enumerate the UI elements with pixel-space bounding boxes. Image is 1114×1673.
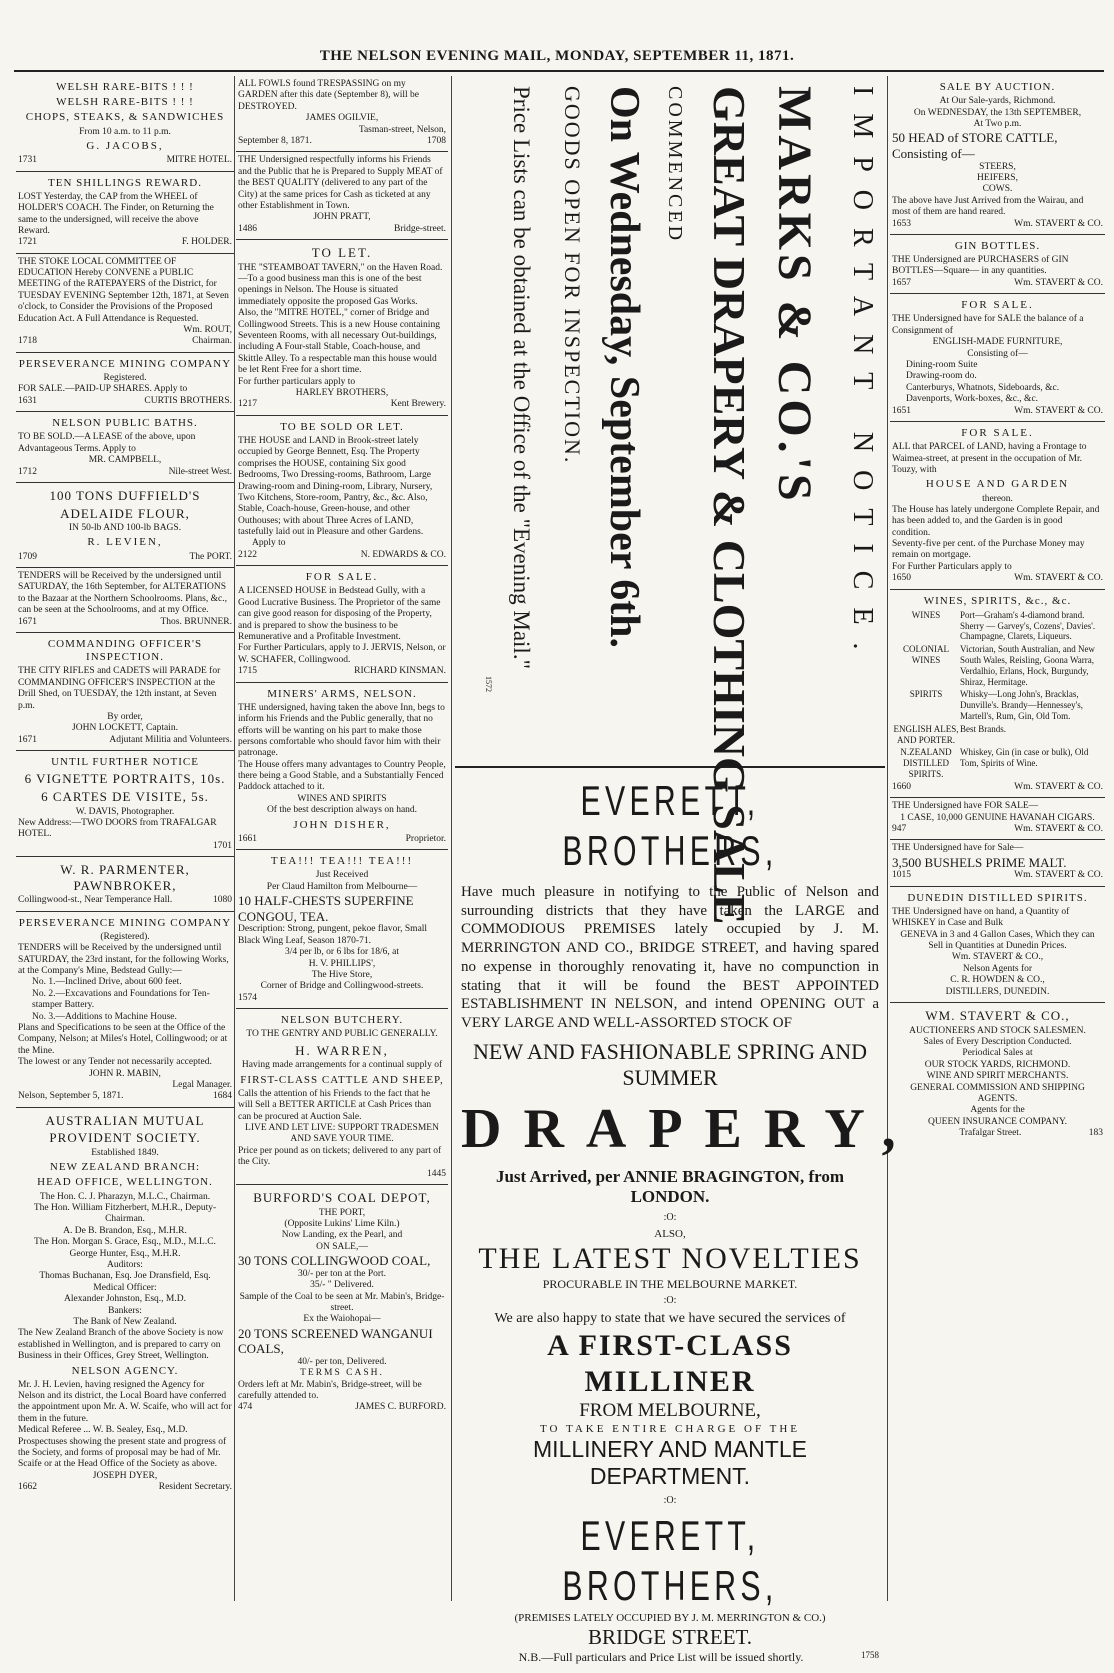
ad-headline: WELSH RARE-BITS ! ! ! [56, 81, 194, 93]
ad-number: 1709 [18, 551, 37, 562]
ad-list-item: George Hunter, Esq., M.H.R. [69, 1248, 181, 1259]
ad-text: WINES AND SPIRITS [297, 793, 387, 804]
ad-tea [236, 850, 448, 1009]
ad-text: LIVE AND LET LIVE: SUPPORT TRADESMEN AND SAVE YOUR TIME. [245, 1123, 439, 1145]
ad-gin-bottles [890, 235, 1105, 294]
ad-headline: 30 TONS COLLINGWOOD COAL, [238, 1253, 431, 1269]
ad-text: At Our Sale-yards, Richmond. [939, 96, 1056, 107]
ad-date: September 8, 1871. [238, 135, 312, 146]
ad-role: Legal Manager. [172, 1079, 232, 1090]
ad-text: Having made arrangements for a continual supply of [241, 1060, 443, 1071]
ad-text: Periodical Sales at [962, 1048, 1033, 1059]
ad-text: Plans and Specifications to be seen at the Office of the Company, Nelson; at Miles's Hotel, Collingwood; or at the Mine. [18, 1022, 228, 1056]
ad-number: 1650 [892, 573, 911, 584]
ad-headline: WM. STAVERT & CO., [925, 1008, 1070, 1024]
wine-items: Best Brands. [960, 723, 1006, 734]
ad-signature: HARLEY BROTHERS, [295, 387, 389, 398]
ad-number: 183 [1088, 1128, 1103, 1139]
ad-butchery [236, 1009, 448, 1185]
ad-text: FOR SALE.—PAID-UP SHARES. Apply to [18, 384, 188, 395]
ad-number: 1661 [238, 833, 257, 844]
ad-headline: EVERETT, BROTHERS, [562, 1512, 778, 1610]
ad-auction-cattle [890, 76, 1105, 235]
ad-headline: PROVIDENT SOCIETY. [49, 1130, 201, 1146]
ad-signature: G. JACOBS, [86, 139, 164, 152]
ad-text: By order, [107, 711, 143, 722]
wine-category: COLONIAL WINES [903, 644, 949, 665]
wine-category: SPIRITS [909, 689, 943, 700]
ad-list-item: A. De B. Brandon, Esq., M.H.R. [63, 1225, 187, 1236]
ad-number: 1671 [18, 616, 37, 627]
ad-reward [16, 172, 234, 254]
ad-list-item: No. 1.—Inclined Drive, about 600 feet. [32, 977, 182, 988]
ad-signature: JOHN DISHER, [293, 818, 391, 831]
ad-title: WINES, SPIRITS, &c., &c. [923, 594, 1072, 607]
ad-text: Apply to [252, 538, 286, 549]
ad-text: WINE AND SPIRIT MERCHANTS. [926, 1071, 1069, 1082]
ad-flour [16, 483, 234, 568]
separator: :O: [663, 1295, 677, 1307]
ad-signature: Wm. STAVERT & CO. [1014, 573, 1103, 584]
ad-text: The lowest or any Tender not necessarily accepted. [18, 1057, 212, 1068]
ad-rifles-inspection [16, 633, 234, 751]
ad-amp-society [16, 1108, 234, 1498]
ad-text: For Further Particulars apply to [892, 561, 1012, 572]
ad-title: TO BE SOLD OR LET. [280, 420, 404, 433]
ad-list-item: The Hon. C. J. Pharazyn, M.L.C., Chairman. [39, 1191, 211, 1202]
ad-signature: Wm. STAVERT & CO. [1014, 405, 1103, 416]
ad-headline: 6 VIGNETTE PORTRAITS, 10s. [24, 771, 226, 787]
ad-text: Also, the "MITRE HOTEL," corner of Bridge and Collingwood Streets. This is a new House containing Seventeen Rooms, with all necessary Out-buildings, including A Four-stall Stable, Coach-house, and Skittle Alley. To a respectable man this house would be let Rent Free for a short time. [238, 308, 440, 376]
ad-list-item: Canterburys, Whatnots, Sideboards, &c. [906, 382, 1060, 393]
ad-text: THE HOUSE and LAND in Brook-street lately occupied by George Bennett, Esq. The Property comprises the HOUSE, containing Six good Bedrooms, Two Dressing-rooms, Bathroom, Large Drawing-room and Dining-room, Library, Nursery, Two Kitchens, Store-room, Pantry, &c., &c. Also, Stable, Coach-house, Green-house, and other Outhouses; with about Three Acres of LAND, tastefully laid out in Pleasure and other Gardens. [238, 435, 433, 538]
ad-signature: Wm. STAVERT & CO. [1014, 870, 1103, 881]
ad-title: NEW ZEALAND BRANCH: [49, 1161, 201, 1174]
ad-miners-arms [236, 683, 448, 851]
ad-headline: ENGLISH-MADE FURNITURE, [932, 337, 1063, 348]
ad-text: THE Undersigned have for Sale— [892, 843, 1024, 854]
ad-list-item: No. 2.—Excavations and Foundations for Ten-stamper Battery. [32, 988, 210, 1011]
ad-headline: 100 TONS DUFFIELD'S [49, 487, 201, 503]
separator: :O: [663, 1495, 677, 1507]
ad-dunedin-spirits [890, 887, 1105, 1003]
ad-signature: Wm. STAVERT & CO. [1014, 823, 1103, 834]
ad-number: 2122 [238, 549, 257, 560]
ad-signature: H. V. PHILLIPS', [308, 958, 376, 969]
ad-headline: EVERETT, BROTHERS, [562, 777, 778, 875]
ad-text: From 10 a.m. to 11 p.m. [79, 126, 171, 137]
ad-text: THE STOKE LOCAL COMMITTEE OF EDUCATION Hereby CONVENE a PUBLIC MEETING of the RATEPAYERS of the District, for TUESDAY EVENING September 12th, 1871, at Seven o'clock, to Consider the Provisions of the Proposed Education Act. A Full Attendance is Requested. [18, 256, 229, 324]
ad-education-meeting [16, 254, 234, 353]
ad-text: ALSO, [654, 1227, 686, 1240]
ad-signature: Wm. STAVERT & CO. [1014, 277, 1103, 288]
column-2 [236, 76, 448, 1601]
separator: :O: [663, 1211, 677, 1223]
ad-text: (Opposite Lukins' Lime Kiln.) [284, 1218, 400, 1229]
ad-number: 1708 [427, 135, 446, 146]
ad-headline: 10 HALF-CHESTS SUPERFINE CONGOU, TEA. [238, 893, 414, 924]
ad-number: 1574 [238, 992, 257, 1003]
ad-title: PERSEVERANCE MINING COMPANY [18, 357, 232, 370]
notice-line: COMMENCED [664, 86, 686, 244]
ad-role: Chairman. [192, 336, 232, 347]
ad-title: HEAD OFFICE, WELLINGTON. [37, 1176, 213, 1189]
ad-subtitle: AUCTIONEERS AND STOCK SALESMEN. [909, 1025, 1086, 1036]
wine-row [892, 724, 1103, 746]
ad-text: Just Received [315, 870, 369, 881]
ad-signature: JAMES C. BURFORD. [355, 1402, 446, 1413]
ad-number: 1572 [484, 676, 493, 692]
ad-signature: JOHN PRATT, [313, 212, 371, 223]
ad-price: 40/- per ton, Delivered. [297, 1356, 387, 1367]
ad-headline: W. R. PARMENTER, PAWNBROKER, [60, 862, 190, 893]
ad-number: 1662 [18, 1482, 37, 1493]
ad-title: GIN BOTTLES. [954, 239, 1041, 252]
ad-signature: Wm. STAVERT & CO. [1014, 781, 1103, 792]
ad-headline: HOUSE AND GARDEN [925, 478, 1070, 491]
ad-title: SALE BY AUCTION. [939, 81, 1056, 93]
ad-role: Proprietor. [405, 833, 446, 844]
wine-items: Whiskey, Gin (in case or bulk), Old Tom, Spirits of Wine. [960, 747, 1089, 769]
ad-text: For further particulars apply to [238, 376, 356, 387]
ad-list-item: Drawing-room do. [906, 371, 977, 382]
ad-text: THE "STEAMBOAT TAVERN," on the Haven Road.—To a good business man this is one of the best openings in Nelson. The House is situated immediately opposite the proposed Gas Works. [238, 262, 443, 307]
ad-text: TERMS CASH. [300, 1368, 384, 1379]
ad-number: 1721 [18, 237, 37, 248]
ad-text: ALL that PARCEL of LAND, having a Frontage to Waimea-street, at present in the occupation of Mr. Touzy, with [892, 442, 1087, 475]
ad-title: FOR SALE. [961, 426, 1034, 439]
notice-line: IMPORTANT NOTICE. [847, 86, 878, 668]
ad-address: Trafalgar Street. [959, 1128, 1022, 1139]
ad-number: 1631 [18, 395, 37, 406]
ad-text: Now Landing, ex the Pearl, and [281, 1230, 403, 1241]
ad-place: THE PORT, [318, 1207, 366, 1218]
ad-text: Sample of the Coal to be seen at Mr. Mabin's, Bridge-street. [239, 1291, 445, 1313]
ad-text: The House offers many advantages to Country People, there being a Good Stable, and a Substantially Fenced Paddock attached to it. [238, 759, 446, 793]
ad-text: We are also happy to state that we have secured the services of [494, 1311, 846, 1327]
ad-signature: RICHARD KINSMAN. [354, 666, 446, 677]
ad-signature: JAMES OGILVIE, [305, 113, 379, 124]
ad-text: Mr. J. H. Levien, having resigned the Agency for Nelson and its district, the Local Board have conferred the appointment upon Mr. A. W. Scaife, who will act for them in the future. [18, 1379, 232, 1424]
ad-number: 1712 [18, 466, 37, 477]
ad-text: THE undersigned, having taken the above Inn, begs to inform his Friends and the Public generally, that no efforts will be wanting on his part to make those persons comfortable who should favor him with their patronage. [238, 702, 445, 759]
ad-signature: Thos. BRUNNER. [160, 616, 232, 627]
ad-place: MITRE HOTEL. [166, 155, 232, 166]
ad-photographer [16, 751, 234, 857]
ad-list-item: Davenports, Work-boxes, &c., &c. [906, 394, 1039, 405]
ad-title: TO LET. [311, 245, 373, 261]
ad-title: UNTIL FURTHER NOTICE [51, 756, 199, 769]
ad-headline: 20 TONS SCREENED WANGANUI COALS, [238, 1325, 433, 1357]
ad-price: 35/- " Delivered. [310, 1280, 374, 1291]
ad-number: 1445 [427, 1168, 446, 1179]
ad-tenders-bazaar [16, 568, 234, 633]
ad-headline: 1 CASE, 10,000 GENUINE HAVANAH CIGARS. [900, 812, 1095, 823]
ad-role: Adjutant Militia and Volunteers. [109, 734, 232, 745]
ad-headline: AUSTRALIAN MUTUAL [45, 1112, 205, 1128]
ad-title: TEN SHILLINGS REWARD. [48, 176, 202, 189]
ad-list-item: COWS. [982, 184, 1013, 195]
ad-number: 947 [892, 823, 907, 834]
ad-fowls [236, 76, 448, 152]
ad-signature: CURTIS BROTHERS. [144, 395, 232, 406]
ad-text: Nelson Agents for [962, 963, 1033, 974]
wine-items: Port—Graham's 4-diamond brand. Sherry — Garvey's, Cozens', Davies'. Champagne, Clarets, Liqueurs. [960, 609, 1096, 642]
ad-signature: F. HOLDER. [181, 237, 232, 248]
ad-text: Thomas Buchanan, Esq. Joe Dransfield, Esq. [39, 1271, 211, 1282]
ad-text: Agents for the [970, 1105, 1025, 1116]
ad-place: Bridge-street. [394, 223, 446, 234]
ad-text: GENERAL COMMISSION AND SHIPPING AGENTS. [910, 1082, 1085, 1104]
ad-label: Bankers: [108, 1305, 142, 1316]
ad-headline: WELSH RARE-BITS ! ! ! [56, 96, 194, 109]
ad-text: THE CITY RIFLES and CADETS will PARADE for COMMANDING OFFICER'S INSPECTION at the Drill Shed, on TUESDAY, the 12th instant, at Seven p.m. [18, 666, 221, 711]
ad-text: GENEVA in 3 and 4 Gallon Cases, Which they can Sell in Quantities at Dunedin Prices. [900, 929, 1095, 952]
ad-text: TO BE SOLD.—A LEASE of the above, upon Advantageous Terms. Apply to [18, 432, 196, 454]
ad-list-item: STEERS, [979, 161, 1016, 172]
ad-number: 1660 [892, 781, 911, 792]
notice-line: Price Lists can be obtained at the Office of the "Evening Mail." [509, 86, 534, 669]
ad-number: 1731 [18, 155, 37, 166]
ad-licensed-house [236, 566, 448, 682]
ad-date: Nelson, September 5, 1871. [18, 1091, 124, 1102]
ad-address: New Address:—TWO DOORS from TRAFALGAR HOTEL. [18, 817, 217, 840]
ad-text: C. R. HOWDEN & CO., [950, 975, 1045, 986]
ad-price: 30/- per ton at the Port. [297, 1268, 387, 1279]
ad-signature: H. WARREN, [295, 1042, 389, 1058]
ad-text: TO THE GENTRY AND PUBLIC GENERALLY. [246, 1029, 438, 1040]
notice-line: MARKS & CO.'S [768, 86, 821, 505]
ad-headline: NEW AND FASHIONABLE SPRING AND SUMMER [473, 1038, 867, 1091]
ad-text: Ex the Waiohopai— [303, 1314, 381, 1325]
ad-text: TO TAKE ENTIRE CHARGE OF THE [539, 1422, 801, 1435]
ad-text: Alexander Johnston, Esq., M.D. [64, 1294, 186, 1305]
ad-number: 1217 [238, 399, 257, 410]
ad-coal-depot [236, 1185, 448, 1418]
ad-signature: Wm. ROUT, [183, 325, 232, 336]
ad-text: (PREMISES LATELY OCCUPIED BY J. M. MERRINGTON & CO.) [514, 1611, 826, 1624]
masthead-rule [14, 70, 1104, 72]
ad-title: MINERS' ARMS, NELSON. [267, 687, 417, 700]
ad-number: 1080 [213, 895, 232, 906]
ad-headline: MILLINERY AND MANTLE DEPARTMENT. [533, 1435, 807, 1490]
ad-wines-spirits [890, 590, 1105, 799]
ad-headline: 6 CARTES DE VISITE, 5s. [41, 788, 209, 804]
ad-text: Consisting of— [967, 348, 1028, 359]
ad-text: At Two p.m. [973, 118, 1022, 129]
ad-land [890, 422, 1105, 590]
ad-title: NELSON BUTCHERY. [280, 1014, 404, 1027]
ad-title: DUNEDIN DISTILLED SPIRITS. [907, 891, 1088, 904]
ad-title: COMMANDING OFFICER'S INSPECTION. [47, 638, 203, 664]
notice-line: GOODS OPEN FOR INSPECTION. [560, 86, 585, 465]
ad-text: For Further Particulars, apply to J. JERVIS, Nelson, or W. SCHAFER, Collingwood. [238, 643, 446, 665]
ad-text: The New Zealand Branch of the above Society is now established in Wellington, and is prepared to carry on Business in their Offices, Grey Street, Wellington. [18, 1328, 224, 1362]
ad-title: FOR SALE. [961, 299, 1034, 312]
ad-place: The PORT. [189, 551, 232, 562]
ad-text: PROCURABLE IN THE MELBOURNE MARKET. [542, 1276, 798, 1291]
ad-text: Just Arrived, per ANNIE BRAGINGTON, from LONDON. [495, 1166, 845, 1207]
ad-headline: ADELAIDE FLOUR, [60, 505, 190, 521]
wine-items: Victorian, South Australian, and New South Wales, Reisling, Goona Warra, Verdalhio, Erlans, Hock, Burgundy, Shiraz, Hermitage. [960, 644, 1095, 687]
ad-number: 1718 [18, 336, 37, 347]
ad-text: thereon. [982, 493, 1013, 504]
ad-stavert-company [890, 1003, 1105, 1144]
ad-text: ALL FOWLS found TRESPASSING on my GARDEN after this date (September 8), will be DESTROYED. [238, 79, 419, 112]
ad-signature: JOSEPH DYER, [92, 1470, 158, 1481]
ad-title: FOR SALE. [305, 571, 379, 584]
ad-text: Prospectuses showing the present state and progress of the Society, and forms of proposal may be had of Mr. Scaife or at the Head Office of the Society as above. [18, 1436, 227, 1470]
ad-sold-or-let [236, 416, 448, 566]
ad-headline: THE LATEST NOVELTIES [478, 1241, 862, 1275]
ad-text: Seventy-five per cent. of the Purchase Money may remain on mortgage. [892, 539, 1085, 561]
ad-text: Sales of Every Description Conducted. [923, 1037, 1072, 1047]
ad-number: 1701 [213, 840, 232, 851]
ad-address: Corner of Bridge and Collingwood-streets. [260, 981, 424, 992]
ad-signature: MR. CAMPBELL, [88, 455, 162, 466]
ad-text: Calls the attention of his Friends to the fact that he will Sell a BETTER ARTICLE at Cash Prices than can be procured at Auction Sale. [238, 1088, 432, 1122]
ad-headline: FIRST-CLASS CATTLE AND SHEEP, [240, 1073, 444, 1086]
ad-text: Of the best description always on hand. [266, 805, 418, 816]
ad-headline: FROM MELBOURNE, [579, 1399, 761, 1421]
ad-text: THE Undersigned respectfully informs his Friends and the Public that he is Prepared to Supply MEAT of the BEST QUALITY (delivered to any part of the City) at the same prices for Cash as ticketed at any other Establishment in Town. [238, 155, 443, 211]
ad-number: 1657 [892, 277, 911, 288]
ad-text: Medical Referee ... W. B. Sealey, Esq., M.D. [18, 1425, 188, 1436]
ad-title: NELSON PUBLIC BATHS. [52, 417, 198, 430]
column-divider [887, 76, 888, 1601]
ad-text: TENDERS will be Received by the undersigned until SATURDAY, the 16th September, for ALTERATIONS to the Bazaar at the Northern Schoolrooms. Plans, &c., can be seen at the Schoolrooms, and at my Office. [18, 571, 227, 616]
ad-headline: DRAPERY, [461, 1097, 918, 1160]
ad-number: 1653 [892, 218, 911, 229]
ad-meat [236, 152, 448, 240]
ad-malt [890, 840, 1105, 886]
ad-text: DISTILLERS, DUNEDIN. [945, 986, 1050, 997]
ad-text: Per Claud Hamilton from Melbourne— [266, 881, 418, 892]
ad-public-baths [16, 412, 234, 483]
ad-perseverance-shares [16, 353, 234, 412]
wine-row [892, 644, 1103, 687]
ad-text: THE Undersigned are PURCHASERS of GIN BOTTLES—Square— in any quantities. [892, 255, 1069, 277]
wine-items: Whisky—Long John's, Bracklas, Dunville's. Brandy—Hennessey's, Martell's, Rum, Gin, Old Tom. [960, 689, 1083, 721]
masthead: THE NELSON EVENING MAIL, MONDAY, SEPTEMBER 11, 1871. [319, 48, 795, 64]
ad-text: THE Undersigned have FOR SALE— [892, 801, 1039, 812]
ad-list-item: The Hon. William Fitzherbert, M.H.R., Deputy-Chairman. [33, 1203, 217, 1225]
ad-cigars [890, 798, 1105, 840]
wine-category: N.ZEALAND DISTILLED SPIRITS. [900, 747, 952, 779]
ad-text: The Bank of New Zealand. [73, 1316, 177, 1327]
notice-line: On Wednesday, September 6th. [601, 86, 647, 649]
wine-row [892, 610, 1103, 642]
ad-title: NELSON AGENCY. [71, 1364, 179, 1377]
ad-to-let [236, 240, 448, 416]
ad-number: 1715 [238, 666, 257, 677]
wine-row [892, 689, 1103, 721]
ad-text: ON SALE,— [316, 1241, 368, 1252]
ad-text: 3/4 per lb, or 6 lbs for 18/6, at [285, 947, 399, 958]
ad-place: Kent Brewery. [390, 399, 446, 410]
ad-headline: BRIDGE STREET. [587, 1625, 753, 1650]
ad-place: The Hive Store, [311, 969, 373, 980]
ad-list-item: The Hon. Morgan S. Grace, Esq., M.D., M.L.C. [34, 1237, 216, 1248]
ad-text: A LICENSED HOUSE in Bedstead Gully, with a Good Lucrative Business. The Proprietor of the same can give good reason for disposing of the Property, and is prepared to show the business to be Remunerative and a Profitable Investment. [238, 586, 441, 642]
ad-text: The House has lately undergone Complete Repair, and has been added to, and the Garden is in good condition. [892, 504, 1100, 538]
ad-text: Price per pound as on tickets; delivered to any part of the City. [238, 1145, 442, 1168]
wine-row [892, 747, 1103, 779]
column-4 [890, 76, 1105, 1601]
ad-text: On WEDNESDAY, the 13th SEPTEMBER, [913, 107, 1082, 118]
ad-subtitle: Registered. [103, 372, 147, 383]
ad-text: TENDERS will be Received by the undersigned until SATURDAY, the 23rd instant, for the following Works, at the Company's Mine, Bedstead Gully:— [18, 943, 229, 976]
ad-signature: JOHN R. MABIN, [89, 1068, 161, 1079]
ad-signature: Wm. STAVERT & CO., [951, 952, 1044, 963]
ad-headline: 3,500 BUSHELS PRIME MALT. [892, 854, 1067, 870]
ad-list-item: No. 3.—Additions to Machine House. [32, 1011, 177, 1022]
ad-headline: CHOPS, STEAKS, & SANDWICHES [25, 111, 225, 124]
ad-welsh-rarebits [16, 76, 234, 172]
ad-text: QUEEN INSURANCE COMPANY. [927, 1116, 1068, 1127]
column-1 [16, 76, 234, 1601]
ad-text: Description: Strong, pungent, pekoe flavor, Small Black Wing Leaf, Season 1870-71. [238, 924, 428, 946]
ad-signature: N. EDWARDS & CO. [360, 549, 446, 560]
ad-title: BURFORD'S COAL DEPOT, [253, 1189, 431, 1205]
ad-title: PERSEVERANCE MINING COMPANY [18, 916, 232, 929]
column-divider [451, 76, 452, 1601]
ad-number: 1486 [238, 223, 257, 234]
ad-place: Nile-street West. [168, 466, 232, 477]
ad-signature: Wm. STAVERT & CO. [1014, 218, 1103, 229]
ad-furniture [890, 294, 1105, 422]
ad-list-item: Dining-room Suite [906, 360, 978, 370]
ad-address: Collingwood-st., Near Temperance Hall. [18, 895, 173, 906]
wine-category: WINES [911, 609, 941, 620]
ad-number: 1758 [861, 1650, 879, 1661]
ad-signature: W. DAVIS, Photographer. [75, 806, 175, 817]
ad-subtitle: Established 1849. [91, 1147, 159, 1158]
ad-text: OUR STOCK YARDS, RICHMOND. [924, 1059, 1071, 1070]
ad-subtitle: (Registered). [100, 931, 150, 942]
column-divider [234, 76, 235, 1601]
ad-number: 474 [238, 1402, 253, 1413]
wine-category: ENGLISH ALES, AND PORTER. [893, 723, 959, 745]
ad-number: 1684 [213, 1091, 232, 1102]
ad-label: Medical Officer: [93, 1282, 157, 1293]
ad-headline: 50 HEAD of STORE CATTLE, Consisting of— [892, 130, 1058, 161]
ad-text: THE Undersigned have for SALE the balance of a Consignment of [892, 314, 1084, 336]
ad-text: The above have Just Arrived from the Wairau, and most of them are hand reared. [892, 195, 1084, 218]
ad-headline: A FIRST-CLASS MILLINER [547, 1328, 793, 1398]
ad-text: Have much pleasure in notifying to the Public of Nelson and surrounding districts that they have taken the LARGE and COMMODIOUS PREMISES lately occupied by J. M. MERRINGTON AND CO., BRIDGE STREET, and having spared no expense in thoroughly renovating it, have no compunction in stating that it will be found the BEST APPOINTED ESTABLISHMENT IN NELSON, and intend OPENING OUT a VERY LARGE AND WELL-ASSORTED STOCK OF [461, 883, 879, 1032]
ad-text: Orders left at Mr. Mabin's, Bridge-street, will be carefully attended to. [238, 1379, 422, 1402]
ad-role: Resident Secretary. [158, 1482, 232, 1493]
ad-text: THE Undersigned have on hand, a Quantity of WHISKEY in Case and Bulk [892, 906, 1070, 929]
ad-list-item: HEIFERS, [977, 172, 1018, 183]
ad-text: IN 50-lb AND 100-lb BAGS. [68, 523, 182, 534]
ad-text: N.B.—Full particulars and Price List will be issued shortly. [518, 1650, 804, 1665]
ad-label: Auditors: [107, 1259, 143, 1270]
ad-pawnbroker [16, 857, 234, 912]
ad-perseverance-tenders [16, 912, 234, 1108]
ad-text: LOST Yesterday, the CAP from the WHEEL of HOLDER'S COACH. The Finder, on Returning the same to the undersigned, will receive the above Reward. [18, 191, 214, 236]
ad-number: 1671 [18, 734, 37, 745]
ad-number: 1015 [892, 870, 911, 881]
ad-signature: R. LEVIEN, [87, 536, 163, 549]
ad-place: Tasman-street, Nelson, [358, 124, 446, 135]
notice-line: GREAT DRAPERY & CLOTHING SALE [704, 86, 755, 925]
ad-signature: JOHN LOCKETT, Captain. [72, 723, 178, 734]
ad-title: TEA!!! TEA!!! TEA!!! [270, 855, 414, 868]
ad-number: 1651 [892, 405, 911, 416]
